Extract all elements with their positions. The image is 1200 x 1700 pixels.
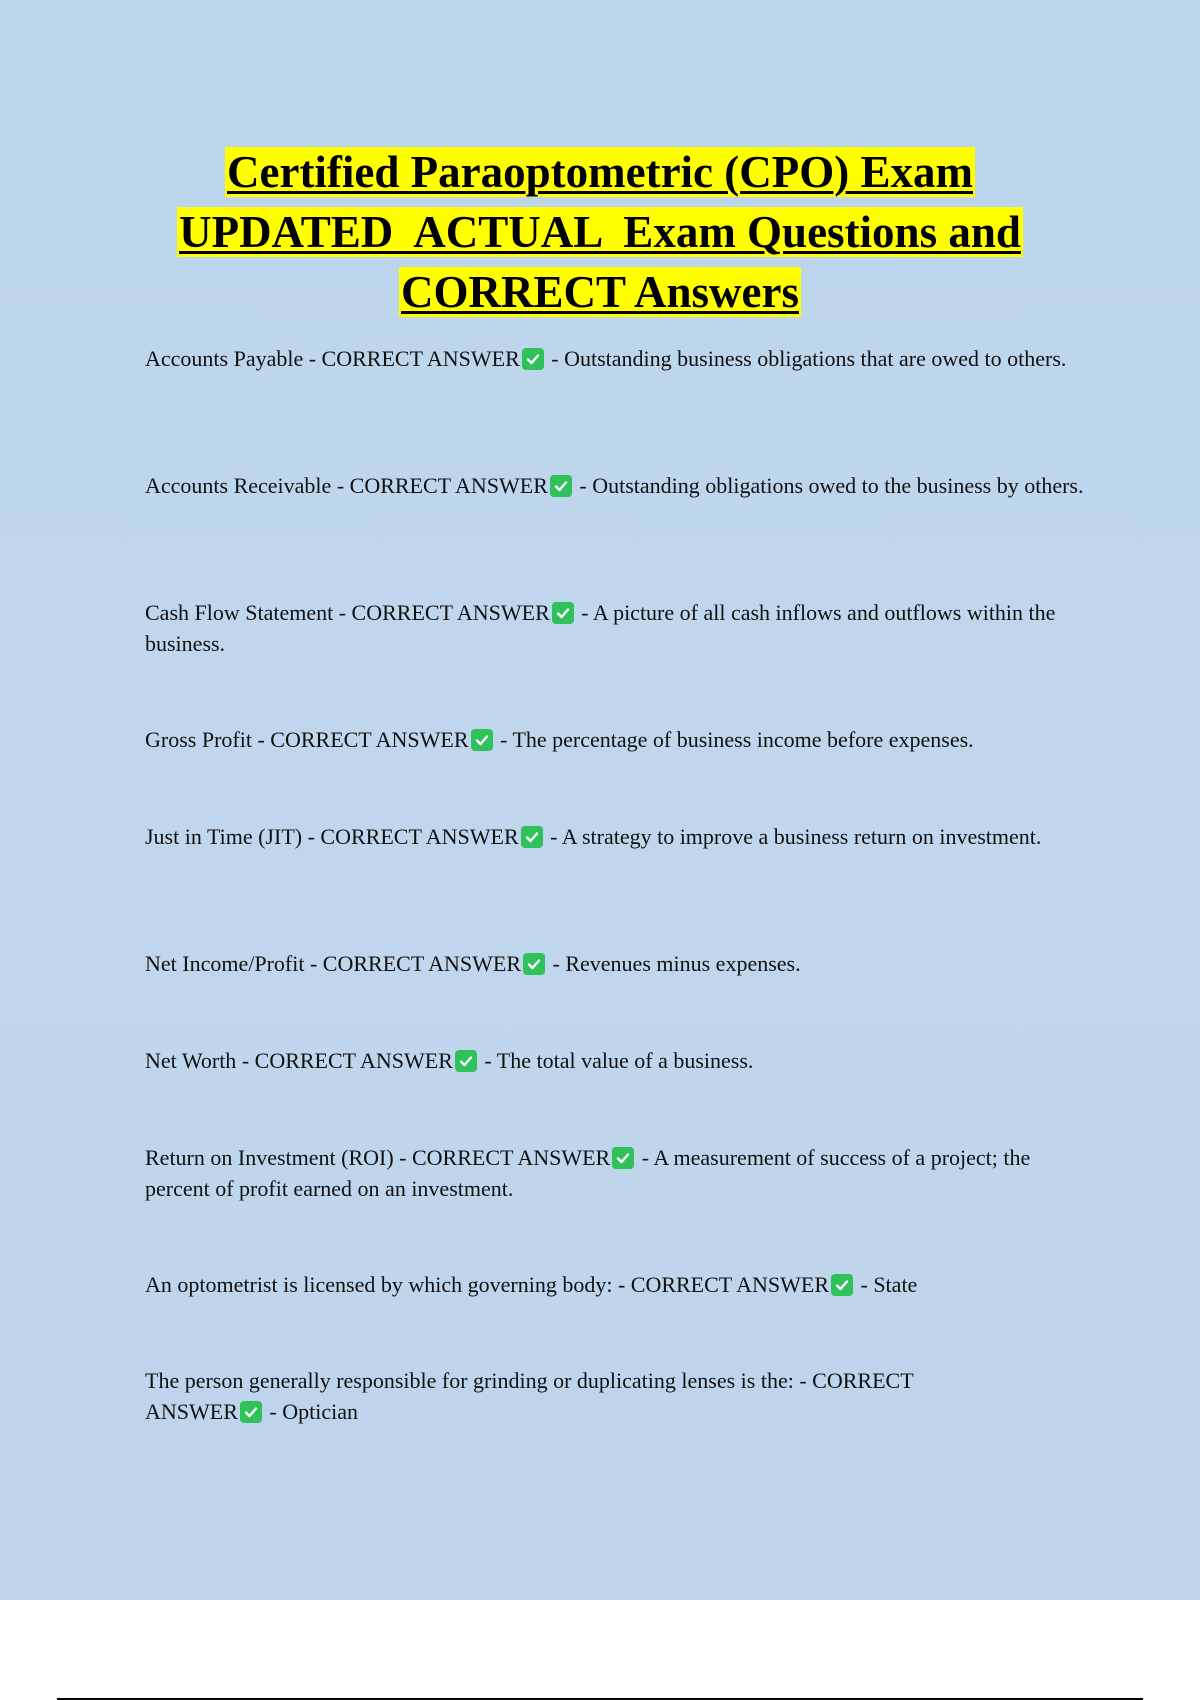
correct-answer-label: - CORRECT ANSWER <box>307 824 519 849</box>
qa-term: Cash Flow Statement <box>145 600 334 625</box>
check-mark-icon <box>455 1050 477 1072</box>
qa-item <box>145 948 1095 979</box>
document-title <box>0 142 1200 322</box>
qa-answer: - A strategy to improve a business return on investment. <box>550 824 1042 849</box>
qa-item <box>145 1045 1095 1076</box>
correct-answer-label: - CORRECT ANSWER <box>308 346 520 371</box>
correct-answer-label: - CORRECT ANSWER <box>617 1272 829 1297</box>
qa-answer: - Outstanding obligations owed to the business by others. <box>579 473 1084 498</box>
correct-answer-label: - CORRECT ANSWER <box>399 1145 611 1170</box>
qa-item <box>145 1142 1095 1204</box>
qa-term: Accounts Receivable <box>145 473 332 498</box>
title-line-2: UPDATED ACTUAL Exam Questions and <box>179 207 1021 257</box>
qa-item <box>145 724 1095 755</box>
correct-answer-label: - CORRECT ANSWER <box>241 1048 453 1073</box>
qa-item <box>145 470 1095 501</box>
qa-answer: - A picture of all cash inflows and outflows within the business. <box>145 600 1056 656</box>
check-mark-icon <box>550 475 572 497</box>
check-mark-icon <box>831 1274 853 1296</box>
qa-term: Accounts Payable <box>145 346 304 371</box>
check-mark-icon <box>521 826 543 848</box>
correct-answer-label: - CORRECT ANSWER <box>336 473 548 498</box>
check-mark-icon <box>612 1147 634 1169</box>
qa-answer: - A measurement of success of a project; the percent of profit earned on an investment. <box>145 1145 1031 1201</box>
qa-term: Return on Investment (ROI) <box>145 1145 394 1170</box>
qa-term: Just in Time (JIT) <box>145 824 303 849</box>
check-mark-icon <box>522 348 544 370</box>
check-mark-icon <box>240 1401 262 1423</box>
qa-item <box>145 343 1095 374</box>
qa-answer: - Revenues minus expenses. <box>552 951 801 976</box>
qa-item <box>145 1269 1095 1300</box>
qa-item <box>145 821 1095 852</box>
correct-answer-label: - CORRECT ANSWER <box>145 1368 914 1424</box>
qa-term: Net Income/Profit <box>145 951 305 976</box>
qa-answer: - The percentage of business income before expenses. <box>500 727 974 752</box>
title-line-1: Certified Paraoptometric (CPO) Exam <box>227 147 973 197</box>
qa-term: Net Worth <box>145 1048 237 1073</box>
correct-answer-label: - CORRECT ANSWER <box>309 951 522 976</box>
qa-answer: - State <box>860 1272 918 1297</box>
check-mark-icon <box>471 729 493 751</box>
qa-term: The person generally responsible for grinding or duplicating lenses is the: <box>145 1368 794 1393</box>
title-line-3: CORRECT Answers <box>401 267 799 317</box>
qa-term: Gross Profit <box>145 727 252 752</box>
qa-answer: - The total value of a business. <box>484 1048 754 1073</box>
qa-item <box>145 597 1095 659</box>
check-mark-icon <box>552 602 574 624</box>
qa-term: An optometrist is licensed by which governing body: <box>145 1272 613 1297</box>
qa-answer: - Outstanding business obligations that are owed to others. <box>551 346 1067 371</box>
correct-answer-label: - CORRECT ANSWER <box>257 727 469 752</box>
check-mark-icon <box>523 953 545 975</box>
correct-answer-label: - CORRECT ANSWER <box>338 600 550 625</box>
qa-item <box>145 1365 1005 1427</box>
qa-answer: - Optician <box>269 1399 358 1424</box>
